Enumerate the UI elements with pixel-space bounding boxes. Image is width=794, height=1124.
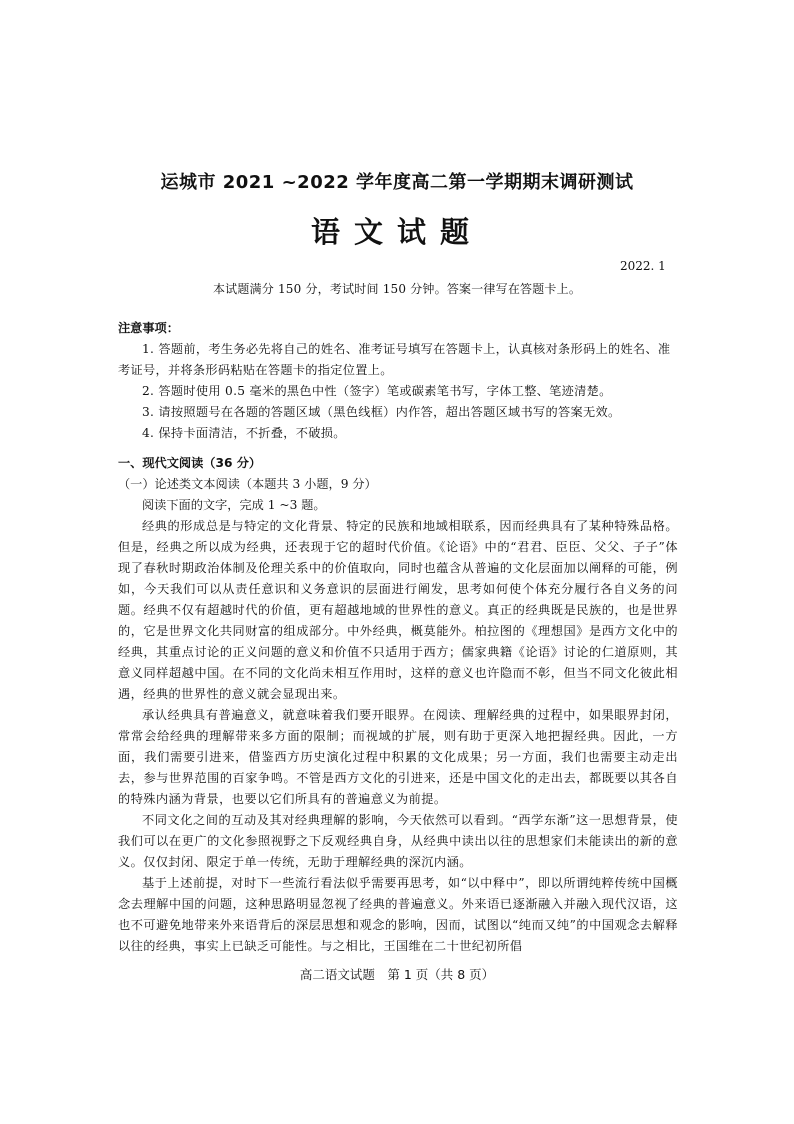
exam-date: 2022. 1	[620, 259, 666, 273]
section-subheading: （一）论述类文本阅读（本题共 3 小题，9 分）	[118, 477, 377, 491]
page-footer: 高二语文试题 第 1 页（共 8 页）	[299, 967, 495, 982]
passage-paragraph: 基于上述前提，对时下一些流行看法似乎需要再思考，如“以中释中”，即以所谓纯粹传统中国概念去理解中国的问题，这种思路明显忽视了经典的普遍意义。外来语已逐渐融入并融入现代汉语，这也不可避免地带来外来语背后的深层思想和观念的影响，因而，试图以“纯而又纯”的中国观念去解释以往的经典，事实上已缺乏可能性。与之相比，王国维在二十世纪初所倡	[118, 876, 678, 953]
section-heading: 一、现代文阅读（36 分）	[118, 456, 262, 470]
note-item: 2. 答题时使用 0.5 毫米的黑色中性（签字）笔或碳素笔书写，字体工整、笔迹清楚。	[142, 384, 612, 398]
exam-info: 本试题满分 150 分，考试时间 150 分钟。答案一律写在答题卡上。	[212, 282, 582, 296]
note-item: 3. 请按照题号在各题的答题区域（黑色线框）内作答，超出答题区域书写的答案无效。	[142, 405, 621, 419]
passage-paragraph: 不同文化之间的互动及其对经典理解的影响，今天依然可以看到。“西学东渐”这一思想背景，使我们可以在更广的文化参照视野之下反观经典自身，从经典中读出以往的思想家们未能读出的新的意义。仅仅封闭、限定于单一传统，无助于理解经典的深沉内涵。	[118, 813, 678, 869]
reading-section	[118, 453, 678, 957]
reading-instruction: 阅读下面的文字，完成 1 ~3 题。	[142, 498, 326, 512]
exam-title: 运城市 2021 ~2022 学年度高二第一学期期末调研测试	[160, 172, 634, 193]
subject-title: 语文试题	[310, 215, 483, 249]
passage-paragraph: 承认经典具有普遍意义，就意味着我们要开眼界。在阅读、理解经典的过程中，如果眼界封闭，常常会给经典的理解带来多方面的限制；而视域的扩展，则有助于更深入地把握经典。因此，一方面，我们需要引进来，借鉴西方历史演化过程中积累的文化成果；另一方面，我们也需要主动走出去，参与世界范围的百家争鸣。不管是西方文化的引进来，还是中国文化的走出去，都既要以其各自的特殊内涵为背景，也要以它们所具有的普遍意义为前提。	[118, 708, 678, 806]
note-item: 1. 答题前，考生务必先将自己的姓名、准考证号填写在答题卡上，认真核对条形码上的姓名、准考证号，并将条形码粘贴在答题卡的指定位置上。	[118, 342, 671, 377]
note-item: 4. 保持卡面清洁，不折叠，不破损。	[142, 426, 346, 440]
notes-section	[118, 318, 678, 444]
notes-title: 注意事项：	[118, 321, 179, 335]
passage-paragraph: 经典的形成总是与特定的文化背景、特定的民族和地域相联系，因而经典具有了某种特殊品格。但是，经典之所以成为经典，还表现于它的超时代价值。《论语》中的“君君、臣臣、父父、子子”体现了春秋时期政治体制及伦理关系中的价值取向，同时也蕴含从普遍的文化层面加以阐释的可能，例如，今天我们可以从责任意识和义务意识的层面进行阐发，思考如何使个体充分履行各自义务的问题。经典不仅有超越时代的价值，更有超越地域的世界性的意义。真正的经典既是民族的，也是世界的，它是世界文化共同财富的组成部分。中外经典，概莫能外。柏拉图的《理想国》是西方文化中的经典，其重点讨论的正义问题的意义和价值不只适用于西方；儒家典籍《论语》讨论的仁道原则，其意义同样超越中国。在不同的文化尚未相互作用时，这样的意义也许隐而不彰，但当不同文化彼此相遇，经典的世界性的意义就会显现出来。	[118, 519, 678, 701]
